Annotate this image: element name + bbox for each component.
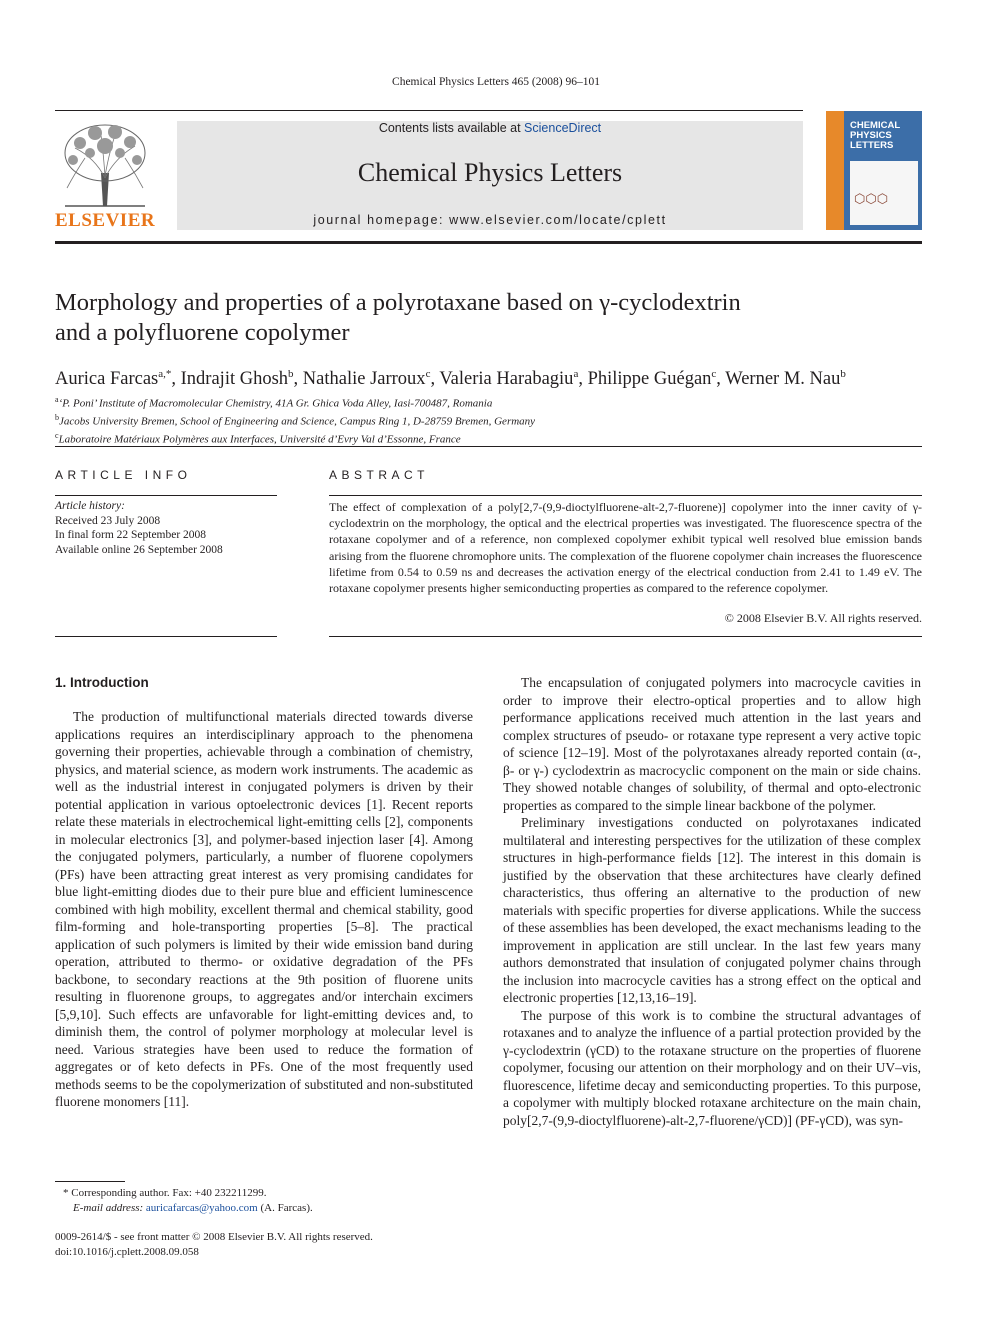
author-affil-mark: b [840,368,846,380]
body-paragraph: Preliminary investigations conducted on polyrotaxanes indicated multilateral and interesting perspectives for the utilization of these complex structures in high-performance fields [12]. The interest in this domain is justified by the observation that these architectures have clearly defined characteristics, thus offering an alternative to the production of new materials with specific properties for diverse applications. While the success of these assemblies has been developed, the exact mechanisms leading to the improvement in application are still unclear. In the last few years many authors demonstrated that insulation of conjugated polymer chains through the inclusion into macrocycle cavities has a strong effect on the optical and electronic properties [12,13,16–19]. [503,815,921,1005]
doi-line[interactable]: doi:10.1016/j.cplett.2008.09.058 [55,1245,199,1258]
article-history [55,499,277,557]
affil-mark: a [55,395,59,404]
divider [55,636,277,637]
author-affil-mark: a,* [158,368,172,380]
article-info-heading: ARTICLE INFO [55,468,192,482]
affiliations [55,393,935,447]
journal-citation-line: Chemical Physics Letters 465 (2008) 96–101 [392,76,600,88]
elsevier-logo-text: ELSEVIER [55,210,156,231]
body-column-right [503,674,921,1129]
publication-info [55,1230,475,1259]
sciencedirect-link[interactable]: ScienceDirect [524,121,602,135]
cover-strip [826,111,844,230]
email-suffix: (A. Farcas). [257,1201,313,1214]
author-name[interactable]: Aurica Farcas [55,369,159,390]
body-column-left [55,708,473,1111]
author-name[interactable]: Philippe Guégan [587,369,712,390]
contents-line [177,121,803,135]
body-paragraph: The encapsulation of conjugated polymers into macrocycle cavities in order to improve their electro-optical properties and to allow high performance applications received much attention in the last years and complex structures of pseudo- or rotaxane type represent a very active topic of science [12–19]. Most of the polyrotaxanes already reported contain (α-, β- or γ-) cyclodextrin as macrocyclic component on the main or side chains. They showed notable changes of solubility, of thermal and opto-electronic properties as compared to the simple linear backbone of the polymer. [503,675,921,813]
article-title [55,288,915,348]
article-title-line-1: Morphology and properties of a polyrotaxane based on γ-cyclodextrin [55,289,741,316]
online-date: Available online 26 September 2008 [55,543,223,556]
article-title-line-2: and a polyfluorene copolymer [55,319,350,346]
affiliation [55,411,935,429]
author-name[interactable]: Werner M. Nau [725,369,841,390]
email-link[interactable]: auricafarcas@yahoo.com [145,1201,258,1214]
history-label: Article history: [55,500,125,512]
email-label: E-mail address: [73,1201,146,1214]
author-name[interactable]: Valeria Harabagiu [439,369,574,390]
corresponding-author: * Corresponding author. Fax: +40 232211299. [63,1187,267,1199]
received-date: Received 23 July 2008 [55,514,161,527]
abstract-heading: ABSTRACT [329,468,430,482]
affil-text: Laboratoire Matériaux Polymères aux Interfaces, Université d’Evry Val d’Essonne, France [58,433,461,446]
author-affil-mark: b [288,368,294,380]
divider [55,446,922,447]
elsevier-tree-icon [55,118,155,210]
body-paragraph: The production of multifunctional materials directed towards diverse applications requires an interdisciplinary approach to the phenomena governing their properties, achievable through a combination of chemistry, physics, and material science, as modern work instruments. The academic as well as the industrial interest in conjugated polymers is driven by their potential application in various optoelectronic devices [1]. Recent reports relate these materials in electrochemical light-emitting cells [2], components in molecular electronics [3], and polymer-based injection laser [4]. Among the conjugated polymers, particularly, a number of fluorene copolymers (PFs) have been attracting great interest as very promising candidates for blue light-emitting diodes due to their pure blue and efficient luminescence combined with high mobility, excellent thermal and chemical stability, good film-forming and hole-transporting properties [5–8]. The practical application of such polymers is limited by their wide emission band during operation, attributed to thermo- or oxidative degradation of the PFs backbone, to secondary reactions at the 9th position of fluorene units resulting in fluorenone groups, to aggregates and/or interchain excimers [5,9,10]. Such effects are unfavorable for light-emitting devices and, to diminish them, the control of polymer morphology at molecular level is need. Various strategies have been used to reduce the formation of aggregates or of keto defects in PFs. One of the most frequently used methods seems to be the copolymerization of substituted and non-substituted fluorene monomers [11]. [55,709,473,1109]
contents-prefix: Contents lists available at [378,121,525,135]
molecule-icon: ⬡⬡⬡ [854,191,889,206]
journal-cover-image [826,111,922,230]
journal-title: Chemical Physics Letters [357,158,623,187]
elsevier-logo [55,118,155,232]
cover-title-line: PHYSICS [850,130,892,141]
abstract-text: The effect of complexation of a poly[2,7-(9,9-dioctylfluorene-alt-2,7-fluorene)] copolymer into the inner cavity of γ-cyclodextrin on the morphology, the optical and the electrical properties was investigated. The fluorescence spectra of the rotaxane copolymer and of a reference, non complexed copolymer exhibit typical well resolved blue emission bands arising from the fluorene chromophore units. The complexation of the fluorene copolymer chain increases the fluorescence lifetime from 0.54 to 0.59 ns and decreases the activation energy of the electrical conduction from 2.41 to 1.49 eV. The rotaxane copolymer presents higher semiconducting properties as compared to the reference copolymer. [329,500,922,596]
body-paragraph: The purpose of this work is to combine the structural advantages of rotaxanes and to analyze the influence of a partial protection provided by the γ-cyclodextrin (γCD) to the rotaxane structure on the properties of fluorene copolymer, focusing our attention on their morphology and on their UV–vis, fluorescence, lifetime decay and semiconducting properties. To this purpose, a copolymer with multiply blocked rotaxane architecture on the main chain, poly[2,7-(9,9-dioctylfluorene)-alt-2,7-fluorene/γCD)] (PF-γCD), was syn- [503,1007,921,1128]
header-thick-rule [55,241,922,244]
abstract-copyright: © 2008 Elsevier B.V. All rights reserved. [724,611,922,625]
divider [329,636,922,637]
affil-mark: c [55,431,59,441]
cover-title-line: CHEMICAL [850,120,901,131]
author-name[interactable]: Indrajit Ghosh [180,369,289,390]
divider [329,495,922,496]
affiliation [55,393,935,411]
affil-text: ‘P. Poni’ Institute of Macromolecular Chemistry, 41A Gr. Ghica Voda Alley, Iasi-700487, Romania [58,397,493,410]
author-affil-mark: c [711,368,717,380]
author-affil-mark: c [425,368,431,380]
footnote [55,1186,475,1215]
section-heading-introduction: 1. Introduction [55,675,149,690]
author-list: Aurica Farcas$^{a,*}$, Indrajit Ghosh$^b$, Nathalie Jarroux$^c$, Valeria Harabagiu$^a$, Philippe Guégan$^c$, Werner M. Nau$^b$ [55,368,846,390]
revised-date: In final form 22 September 2008 [55,529,207,541]
affil-text: Jacobs University Bremen, School of Engineering and Science, Campus Ring 1, D-28759 Bremen, Germany [59,415,536,428]
affiliation [55,429,935,447]
affil-mark: b [55,413,59,423]
cover-panel [850,161,918,225]
journal-homepage[interactable]: journal homepage: www.elsevier.com/locate/cplett [313,213,667,227]
author-affil-mark: a [573,368,579,380]
footnote-rule [55,1181,125,1182]
author-name[interactable]: Nathalie Jarroux [302,369,426,390]
cover-title [850,121,900,151]
divider [55,495,277,496]
header-rule [55,110,803,111]
cover-title-line: LETTERS [850,140,894,151]
issn-line: 0009-2614/$ - see front matter © 2008 Elsevier B.V. All rights reserved. [55,1231,373,1243]
